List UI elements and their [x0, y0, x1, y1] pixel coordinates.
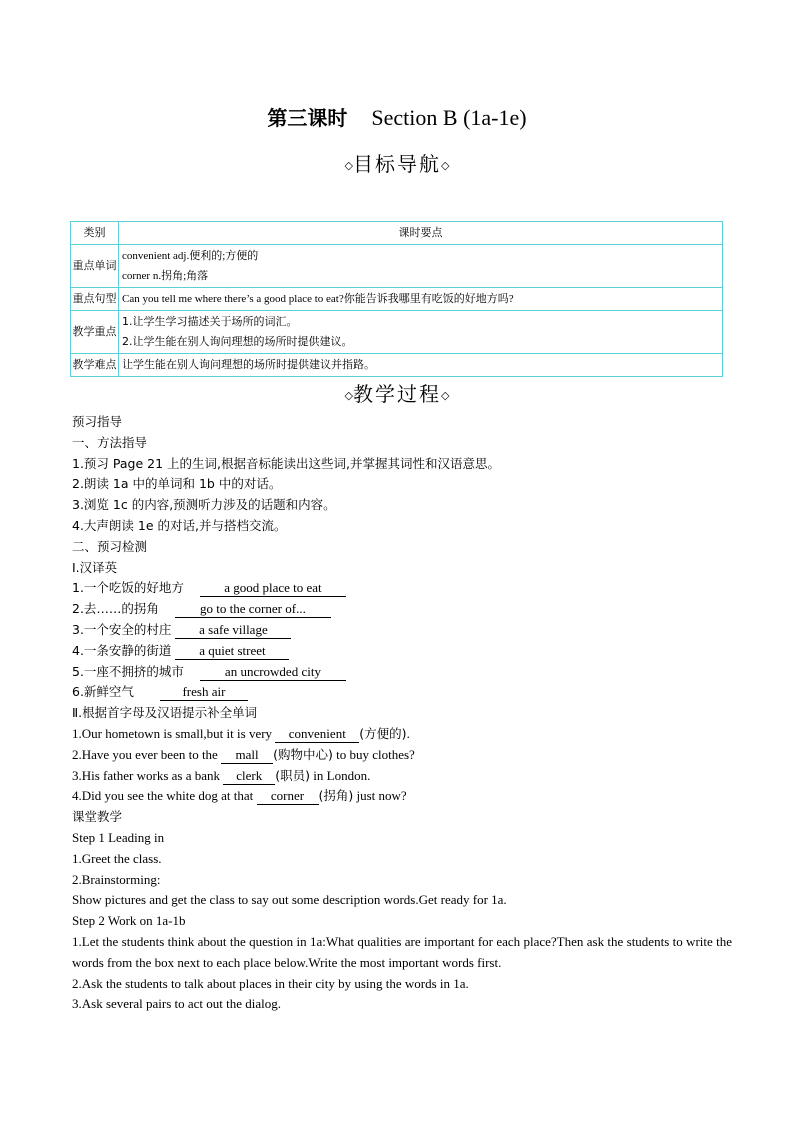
row-line: convenient adj.便利的;方便的 — [122, 250, 259, 262]
answer-blank: convenient — [275, 726, 359, 743]
row-category: 重点单词 — [71, 245, 119, 288]
table-header-row — [71, 222, 723, 245]
row-line: 让学生能在别人询问理想的场所时提供建议并指路。 — [122, 358, 375, 371]
list-item: 1.Let the students think about the question in 1a:What qualities are important for each place?Then ask the students to write the words from the box next to each place below.Write the most important words first. — [72, 933, 732, 970]
row-content — [119, 245, 723, 288]
exercise-item: 1.一个吃饭的好地方 a good place to eat — [72, 578, 732, 599]
section-heading: Ⅱ.根据首字母及汉语提示补全单词 — [72, 705, 258, 721]
column-header-category: 类别 — [71, 222, 119, 245]
list-item: 1.Greet the class. — [72, 850, 162, 866]
section-heading: Ⅰ.汉译英 — [72, 559, 118, 575]
row-category: 教学难点 — [71, 354, 119, 377]
section-heading: 一、方法指导 — [72, 434, 148, 450]
exercise-item: 2.去……的拐角 go to the corner of... — [72, 599, 732, 620]
step-heading: Step 2 Work on 1a-1b — [72, 913, 186, 929]
diamond-icon: ◇ — [344, 159, 353, 172]
answer-blank: a safe village — [175, 622, 291, 639]
section-heading: 课堂教学 — [72, 809, 123, 825]
list-item: 1.预习 Page 21 上的生词,根据音标能读出这些词,并掌握其词性和汉语意思。 — [72, 455, 500, 471]
exercise-item: 3.His father works as a bank clerk (职员) in London. — [72, 767, 371, 783]
exercise-item: 4.一条安静的街道 a quiet street — [72, 641, 732, 662]
table-row — [71, 311, 723, 354]
lesson-title-en: Section B (1a-1e) — [371, 105, 527, 130]
list-item: Show pictures and get the class to say out some description words.Get ready for 1a. — [72, 892, 507, 908]
list-item: 3.浏览 1c 的内容,预测听力涉及的话题和内容。 — [72, 497, 336, 513]
exercise-item: 5.一座不拥挤的城市 an uncrowded city — [72, 662, 732, 683]
section-heading: 预习指导 — [72, 414, 123, 429]
answer-blank: a quiet street — [175, 643, 289, 660]
answer-blank: mall — [221, 747, 273, 764]
row-content — [119, 354, 723, 377]
diamond-icon: ◇ — [344, 389, 353, 402]
answer-blank: clerk — [223, 768, 275, 785]
answer-blank: a good place to eat — [200, 580, 346, 597]
row-line: 1.让学生学习描述关于场所的词汇。 — [122, 315, 298, 328]
row-category: 教学重点 — [71, 311, 119, 354]
diamond-icon: ◇ — [441, 389, 450, 402]
exercise-item: 4.Did you see the white dog at that corner (拐角) just now? — [72, 788, 407, 804]
row-content — [119, 288, 723, 311]
exercise-item: 2.Have you ever been to the mall (购物中心) to buy clothes? — [72, 746, 415, 762]
exercise-item: 1.Our hometown is small,but it is very convenient (方便的). — [72, 725, 410, 741]
table-row — [71, 245, 723, 288]
table-row — [71, 288, 723, 311]
answer-blank: go to the corner of... — [175, 601, 331, 618]
row-category: 重点句型 — [71, 288, 119, 311]
key-points-table — [70, 221, 723, 377]
list-item: 4.大声朗读 1e 的对话,并与搭档交流。 — [72, 517, 287, 533]
answer-blank: fresh air — [160, 684, 248, 701]
list-item: 3.Ask several pairs to act out the dialog. — [72, 996, 282, 1012]
step-heading: Step 1 Leading in — [72, 829, 165, 845]
row-content — [119, 311, 723, 354]
table-row — [71, 354, 723, 377]
list-item: 2.Ask the students to talk about places in their city by using the words in 1a. — [72, 975, 469, 991]
answer-blank: an uncrowded city — [200, 664, 346, 681]
list-item: 2.朗读 1a 中的单词和 1b 中的对话。 — [72, 476, 282, 492]
exercise-item: 6.新鲜空气 fresh air — [72, 682, 732, 703]
goals-heading: ◇目标导航◇ — [344, 152, 450, 176]
lesson-body — [72, 412, 732, 1015]
column-header-points: 课时要点 — [119, 222, 723, 245]
row-line: Can you tell me where there’s a good place to eat?你能告诉我哪里有吃饭的好地方吗? — [122, 293, 514, 305]
section-heading: 二、预习检测 — [72, 538, 148, 554]
row-line: 2.让学生能在别人询问理想的场所时提供建议。 — [122, 335, 353, 348]
process-heading: ◇教学过程◇ — [344, 382, 450, 406]
answer-blank: corner — [257, 788, 319, 805]
lesson-title-cn: 第三课时 — [267, 106, 348, 130]
list-item: 2.Brainstorming: — [72, 871, 161, 887]
row-line: corner n.拐角;角落 — [122, 270, 209, 282]
diamond-icon: ◇ — [441, 159, 450, 172]
lesson-title — [0, 104, 794, 132]
exercise-item: 3.一个安全的村庄 a safe village — [72, 620, 732, 641]
